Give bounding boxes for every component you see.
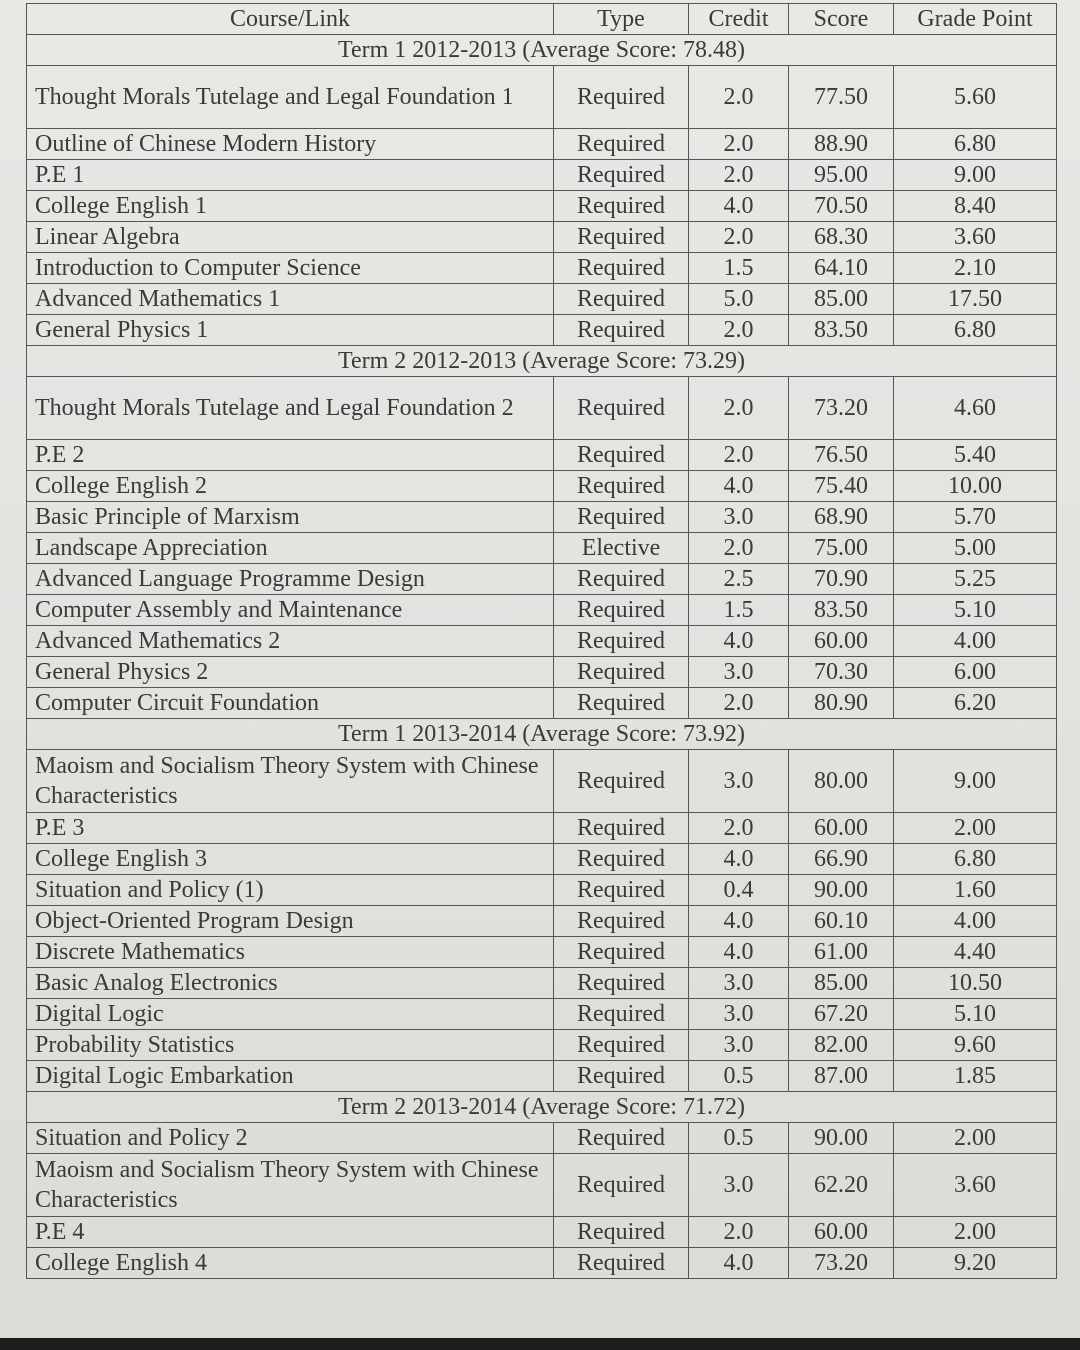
course-grade-point: 4.00 (894, 626, 1057, 657)
course-grade-point: 5.00 (894, 533, 1057, 564)
course-name: Digital Logic (27, 999, 554, 1030)
course-credit: 0.4 (689, 875, 789, 906)
course-name: Outline of Chinese Modern History (27, 129, 554, 160)
course-name: Advanced Mathematics 1 (27, 284, 554, 315)
course-type: Required (554, 1217, 689, 1248)
course-score: 68.30 (789, 222, 894, 253)
term-heading: Term 1 2012-2013 (Average Score: 78.48) (27, 35, 1057, 66)
course-credit: 3.0 (689, 1030, 789, 1061)
course-name: General Physics 2 (27, 657, 554, 688)
course-score: 75.40 (789, 471, 894, 502)
course-grade-point: 10.00 (894, 471, 1057, 502)
column-header-credit: Credit (689, 4, 789, 35)
term-heading-row (27, 719, 1057, 750)
course-name: College English 2 (27, 471, 554, 502)
course-grade-point: 6.00 (894, 657, 1057, 688)
course-credit: 1.5 (689, 595, 789, 626)
course-row (27, 688, 1057, 719)
course-type: Required (554, 1030, 689, 1061)
course-credit: 4.0 (689, 844, 789, 875)
course-name: P.E 4 (27, 1217, 554, 1248)
course-type: Required (554, 595, 689, 626)
course-credit: 4.0 (689, 626, 789, 657)
course-credit: 2.5 (689, 564, 789, 595)
course-name: Thought Morals Tutelage and Legal Foundation 2 (27, 377, 554, 440)
course-name: Thought Morals Tutelage and Legal Foundation 1 (27, 66, 554, 129)
course-row (27, 1248, 1057, 1279)
course-score: 90.00 (789, 875, 894, 906)
course-grade-point: 1.85 (894, 1061, 1057, 1092)
course-grade-point: 17.50 (894, 284, 1057, 315)
course-grade-point: 5.70 (894, 502, 1057, 533)
course-grade-point: 5.10 (894, 999, 1057, 1030)
course-name: Basic Analog Electronics (27, 968, 554, 999)
course-name: P.E 3 (27, 813, 554, 844)
course-row (27, 844, 1057, 875)
course-credit: 1.5 (689, 253, 789, 284)
course-credit: 2.0 (689, 222, 789, 253)
course-grade-point: 2.00 (894, 1123, 1057, 1154)
course-type: Required (554, 377, 689, 440)
course-name: P.E 1 (27, 160, 554, 191)
course-credit: 5.0 (689, 284, 789, 315)
course-type: Required (554, 750, 689, 813)
header-row (27, 4, 1057, 35)
course-score: 60.10 (789, 906, 894, 937)
course-score: 70.50 (789, 191, 894, 222)
course-credit: 3.0 (689, 502, 789, 533)
course-name: Introduction to Computer Science (27, 253, 554, 284)
course-row (27, 999, 1057, 1030)
course-grade-point: 2.00 (894, 1217, 1057, 1248)
course-credit: 2.0 (689, 813, 789, 844)
course-name: Advanced Language Programme Design (27, 564, 554, 595)
course-type: Required (554, 160, 689, 191)
course-credit: 4.0 (689, 191, 789, 222)
course-grade-point: 10.50 (894, 968, 1057, 999)
course-score: 76.50 (789, 440, 894, 471)
course-type: Required (554, 937, 689, 968)
course-score: 60.00 (789, 626, 894, 657)
term-heading-row (27, 35, 1057, 66)
course-row (27, 968, 1057, 999)
course-score: 95.00 (789, 160, 894, 191)
course-score: 66.90 (789, 844, 894, 875)
course-score: 68.90 (789, 502, 894, 533)
course-credit: 2.0 (689, 1217, 789, 1248)
course-grade-point: 3.60 (894, 1154, 1057, 1217)
course-name: General Physics 1 (27, 315, 554, 346)
course-grade-point: 1.60 (894, 875, 1057, 906)
course-grade-point: 2.10 (894, 253, 1057, 284)
course-row (27, 440, 1057, 471)
course-type: Required (554, 471, 689, 502)
transcript-table (26, 3, 1057, 1279)
course-score: 60.00 (789, 813, 894, 844)
course-name: Situation and Policy (1) (27, 875, 554, 906)
course-credit: 4.0 (689, 471, 789, 502)
term-heading: Term 1 2013-2014 (Average Score: 73.92) (27, 719, 1057, 750)
course-name: Situation and Policy 2 (27, 1123, 554, 1154)
course-type: Required (554, 222, 689, 253)
course-grade-point: 8.40 (894, 191, 1057, 222)
course-score: 80.90 (789, 688, 894, 719)
course-row (27, 66, 1057, 129)
course-credit: 3.0 (689, 657, 789, 688)
course-row (27, 626, 1057, 657)
course-credit: 0.5 (689, 1123, 789, 1154)
course-score: 87.00 (789, 1061, 894, 1092)
course-row (27, 471, 1057, 502)
course-grade-point: 4.00 (894, 906, 1057, 937)
course-type: Required (554, 657, 689, 688)
course-type: Required (554, 129, 689, 160)
course-credit: 4.0 (689, 906, 789, 937)
course-type: Required (554, 440, 689, 471)
bottom-edge (0, 1338, 1080, 1350)
column-header-grade-point: Grade Point (894, 4, 1057, 35)
course-score: 85.00 (789, 968, 894, 999)
course-type: Required (554, 502, 689, 533)
course-credit: 4.0 (689, 1248, 789, 1279)
course-credit: 2.0 (689, 533, 789, 564)
column-header-type: Type (554, 4, 689, 35)
course-credit: 2.0 (689, 440, 789, 471)
course-grade-point: 9.20 (894, 1248, 1057, 1279)
course-grade-point: 4.40 (894, 937, 1057, 968)
course-name: P.E 2 (27, 440, 554, 471)
course-type: Required (554, 66, 689, 129)
course-row (27, 222, 1057, 253)
course-score: 88.90 (789, 129, 894, 160)
course-row (27, 1217, 1057, 1248)
course-row (27, 813, 1057, 844)
course-grade-point: 6.20 (894, 688, 1057, 719)
course-name: Maoism and Socialism Theory System with Chinese Characteristics (27, 1154, 554, 1217)
course-row (27, 657, 1057, 688)
course-grade-point: 9.00 (894, 160, 1057, 191)
course-name: Discrete Mathematics (27, 937, 554, 968)
course-type: Required (554, 813, 689, 844)
term-heading-row (27, 346, 1057, 377)
course-type: Required (554, 906, 689, 937)
course-type: Required (554, 191, 689, 222)
course-type: Required (554, 315, 689, 346)
course-grade-point: 4.60 (894, 377, 1057, 440)
course-credit: 3.0 (689, 1154, 789, 1217)
course-name: Linear Algebra (27, 222, 554, 253)
transcript-body (27, 35, 1057, 1279)
course-name: College English 4 (27, 1248, 554, 1279)
term-heading: Term 2 2012-2013 (Average Score: 73.29) (27, 346, 1057, 377)
course-type: Elective (554, 533, 689, 564)
course-type: Required (554, 1123, 689, 1154)
course-type: Required (554, 1061, 689, 1092)
course-name: Computer Circuit Foundation (27, 688, 554, 719)
course-name: Basic Principle of Marxism (27, 502, 554, 533)
course-row (27, 1061, 1057, 1092)
course-score: 75.00 (789, 533, 894, 564)
course-score: 90.00 (789, 1123, 894, 1154)
course-grade-point: 5.25 (894, 564, 1057, 595)
course-grade-point: 9.60 (894, 1030, 1057, 1061)
course-type: Required (554, 626, 689, 657)
course-score: 83.50 (789, 595, 894, 626)
course-row (27, 564, 1057, 595)
course-score: 83.50 (789, 315, 894, 346)
course-score: 61.00 (789, 937, 894, 968)
course-grade-point: 5.10 (894, 595, 1057, 626)
course-row (27, 377, 1057, 440)
course-type: Required (554, 999, 689, 1030)
course-credit: 3.0 (689, 968, 789, 999)
course-score: 60.00 (789, 1217, 894, 1248)
course-grade-point: 6.80 (894, 315, 1057, 346)
course-name: Probability Statistics (27, 1030, 554, 1061)
course-row (27, 315, 1057, 346)
course-type: Required (554, 844, 689, 875)
course-grade-point: 6.80 (894, 129, 1057, 160)
course-row (27, 1154, 1057, 1217)
course-name: Maoism and Socialism Theory System with Chinese Characteristics (27, 750, 554, 813)
course-grade-point: 5.40 (894, 440, 1057, 471)
course-score: 70.30 (789, 657, 894, 688)
course-credit: 0.5 (689, 1061, 789, 1092)
column-header-score: Score (789, 4, 894, 35)
course-row (27, 191, 1057, 222)
course-grade-point: 6.80 (894, 844, 1057, 875)
course-grade-point: 9.00 (894, 750, 1057, 813)
course-grade-point: 3.60 (894, 222, 1057, 253)
course-type: Required (554, 564, 689, 595)
course-score: 73.20 (789, 1248, 894, 1279)
course-type: Required (554, 1154, 689, 1217)
course-name: College English 3 (27, 844, 554, 875)
course-score: 77.50 (789, 66, 894, 129)
course-type: Required (554, 253, 689, 284)
course-credit: 2.0 (689, 129, 789, 160)
course-name: Computer Assembly and Maintenance (27, 595, 554, 626)
course-credit: 3.0 (689, 750, 789, 813)
column-header-course: Course/Link (27, 4, 554, 35)
course-row (27, 533, 1057, 564)
course-credit: 2.0 (689, 160, 789, 191)
course-score: 80.00 (789, 750, 894, 813)
course-score: 62.20 (789, 1154, 894, 1217)
course-type: Required (554, 875, 689, 906)
course-credit: 2.0 (689, 377, 789, 440)
course-score: 73.20 (789, 377, 894, 440)
course-name: Landscape Appreciation (27, 533, 554, 564)
course-name: Digital Logic Embarkation (27, 1061, 554, 1092)
course-type: Required (554, 284, 689, 315)
course-row (27, 937, 1057, 968)
course-type: Required (554, 1248, 689, 1279)
course-row (27, 906, 1057, 937)
course-score: 67.20 (789, 999, 894, 1030)
course-row (27, 253, 1057, 284)
course-row (27, 160, 1057, 191)
course-row (27, 875, 1057, 906)
course-row (27, 129, 1057, 160)
course-grade-point: 5.60 (894, 66, 1057, 129)
course-credit: 3.0 (689, 999, 789, 1030)
course-type: Required (554, 688, 689, 719)
course-row (27, 750, 1057, 813)
course-row (27, 595, 1057, 626)
course-type: Required (554, 968, 689, 999)
course-credit: 2.0 (689, 688, 789, 719)
term-heading: Term 2 2013-2014 (Average Score: 71.72) (27, 1092, 1057, 1123)
course-name: College English 1 (27, 191, 554, 222)
course-name: Object-Oriented Program Design (27, 906, 554, 937)
course-score: 70.90 (789, 564, 894, 595)
course-grade-point: 2.00 (894, 813, 1057, 844)
course-row (27, 1030, 1057, 1061)
course-row (27, 1123, 1057, 1154)
course-score: 85.00 (789, 284, 894, 315)
course-score: 64.10 (789, 253, 894, 284)
course-row (27, 502, 1057, 533)
course-credit: 4.0 (689, 937, 789, 968)
course-name: Advanced Mathematics 2 (27, 626, 554, 657)
course-credit: 2.0 (689, 66, 789, 129)
course-row (27, 284, 1057, 315)
term-heading-row (27, 1092, 1057, 1123)
course-credit: 2.0 (689, 315, 789, 346)
course-score: 82.00 (789, 1030, 894, 1061)
